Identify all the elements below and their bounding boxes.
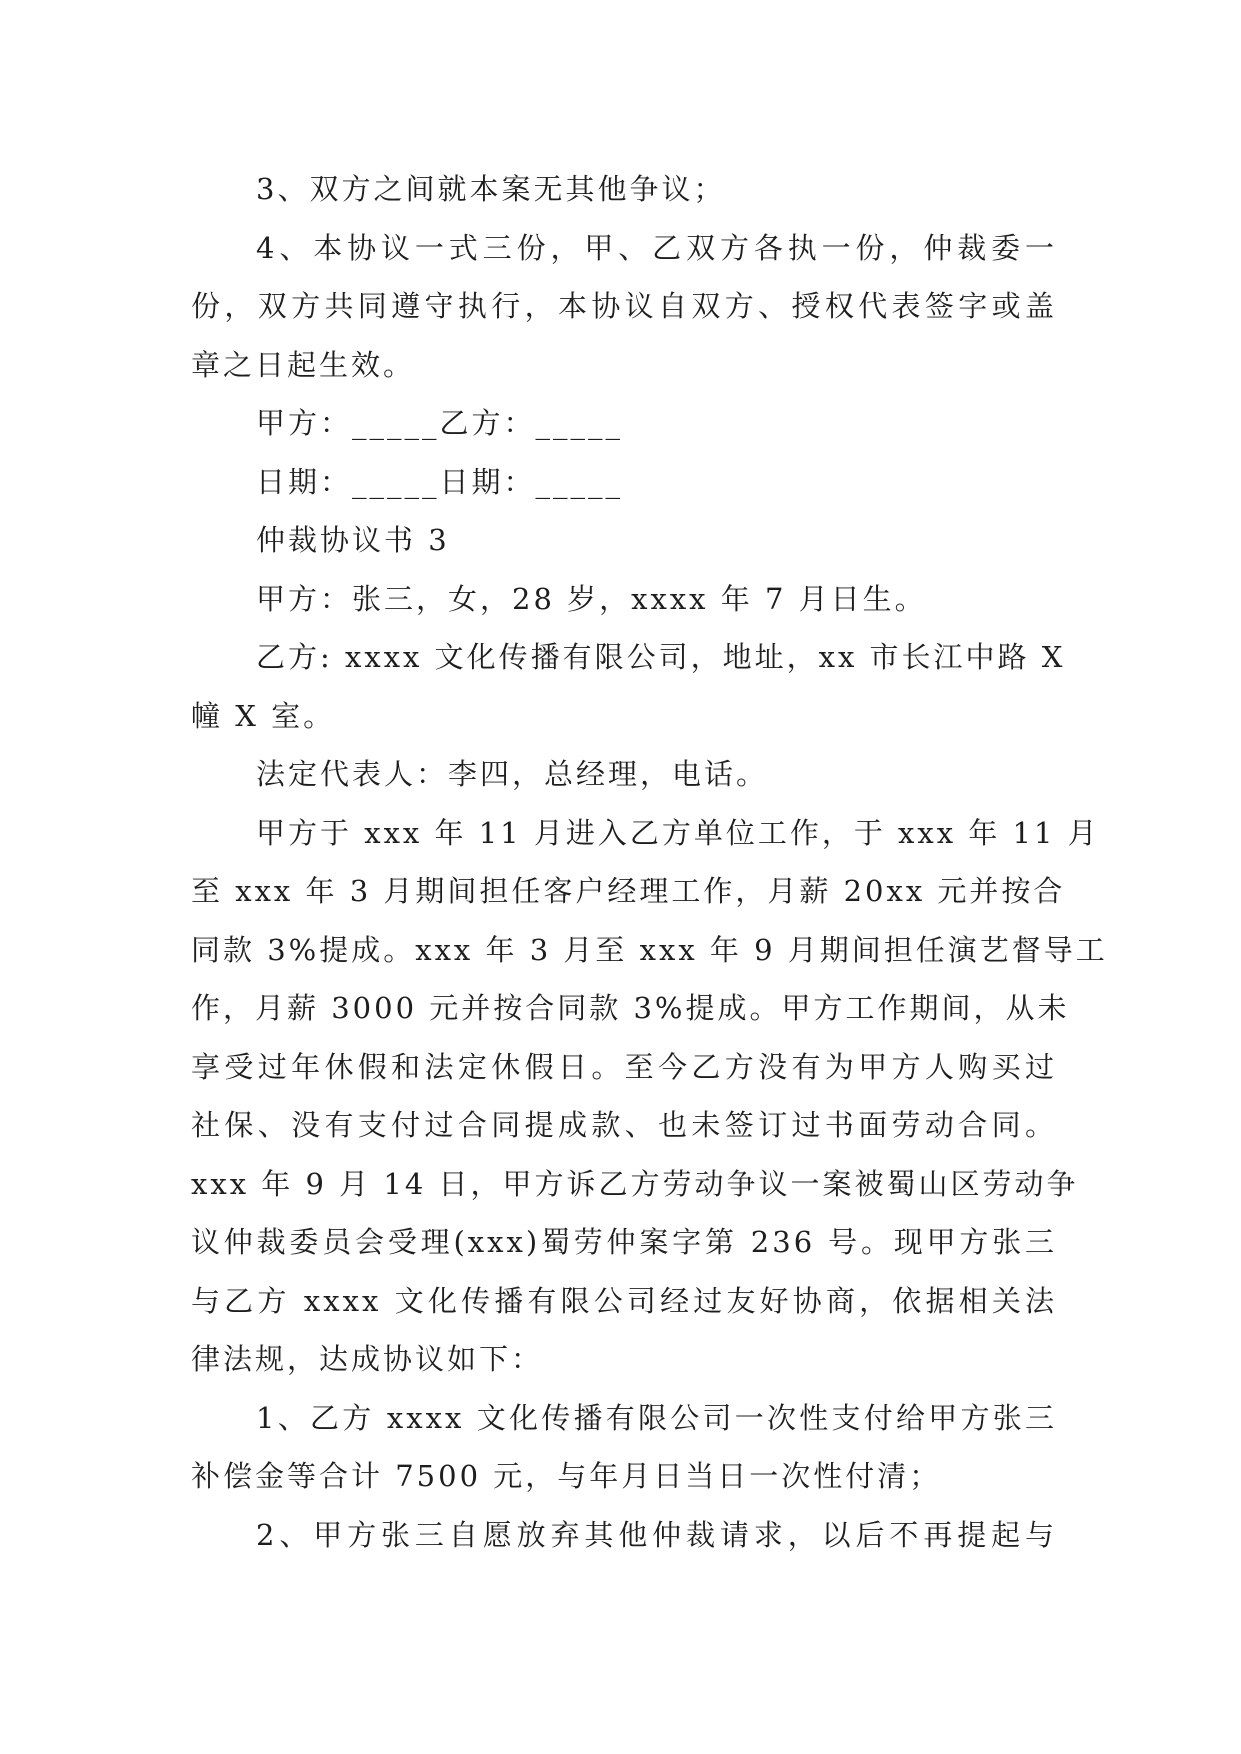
section-title: 仲裁协议书 3 [256,523,450,557]
text-line: 幢 X 室。 [191,698,336,733]
text-line: 甲方于 xxx 年 11 月进入乙方单位工作，于 xxx 年 11 月 [256,815,1100,850]
text-line: 乙方: xxxx 文化传播有限公司，地址，xx 市长江中路 X [256,640,1066,674]
text-line: 2、甲方张三自愿放弃其他仲裁请求，以后不再提起与 [256,1517,1057,1552]
text-line: 1、乙方 xxxx 文化传播有限公司一次性支付给甲方张三 [256,1400,1057,1435]
text-line: 章之日起生效。 [191,347,416,382]
text-line: 同款 3%提成。xxx 年 3 月至 xxx 年 9 月期间担任演艺督导工 [191,932,1108,967]
text-line: xxx 年 9 月 14 日，甲方诉乙方劳动争议一案被蜀山区劳动争 [191,1166,1079,1201]
text-line: 社保、没有支付过合同提成款、也未签订过书面劳动合同。 [191,1108,1057,1142]
text-line: 4、本协议一式三份，甲、乙双方各执一份，仲裁委一 [256,230,1057,265]
text-line: 补偿金等合计 7500 元，与年月日当日一次性付清； [191,1459,942,1493]
document-body [191,160,1108,1564]
text-line: 份，双方共同遵守执行，本协议自双方、授权代表签字或盖 [191,289,1057,323]
signature-line-dates: 日期：_____日期：_____ [256,464,624,499]
text-line: 作，月薪 3000 元并按合同款 3%提成。甲方工作期间，从未 [191,991,1070,1025]
text-line: 律法规，达成协议如下： [191,1342,544,1376]
text-line: 议仲裁委员会受理(xxx)蜀劳仲案字第 236 号。现甲方张三 [191,1225,1057,1259]
text-line: 3、双方之间就本案无其他争议； [256,172,726,206]
text-line: 法定代表人：李四，总经理，电话。 [256,757,769,791]
text-line: 与乙方 xxxx 文化传播有限公司经过友好协商，依据相关法 [191,1283,1057,1318]
signature-line-parties: 甲方：_____乙方：_____ [256,406,624,440]
text-line: 至 xxx 年 3 月期间担任客户经理工作，月薪 20xx 元并按合 [191,874,1066,908]
text-line: 甲方：张三，女，28 岁，xxxx 年 7 月日生。 [256,581,927,616]
text-line: 享受过年休假和法定休假日。至今乙方没有为甲方人购买过 [191,1049,1057,1084]
